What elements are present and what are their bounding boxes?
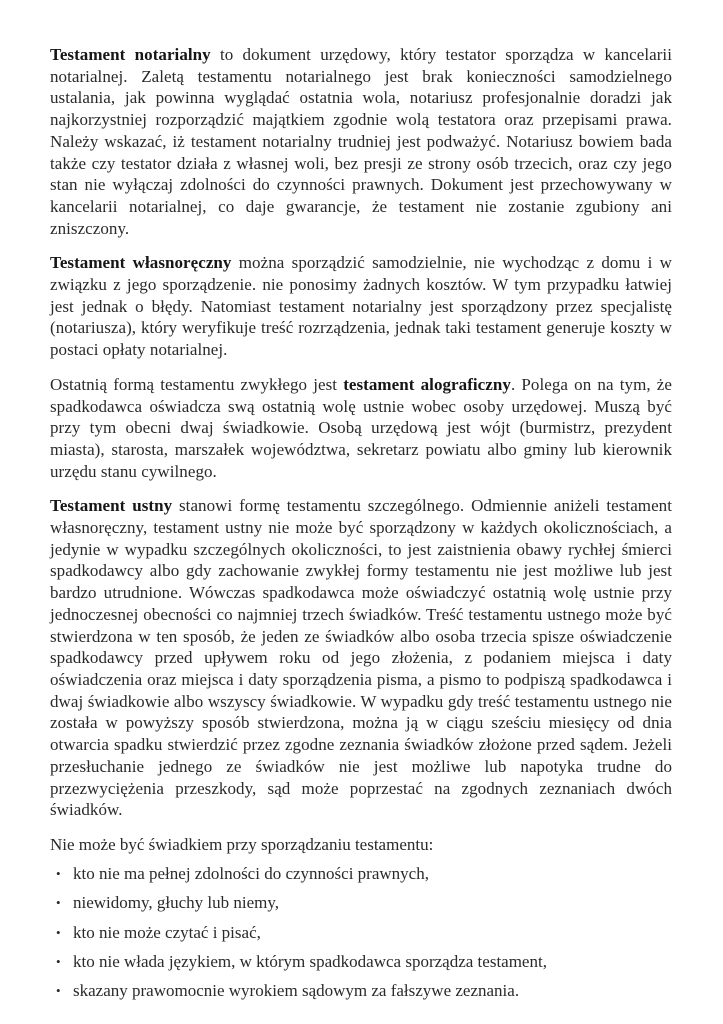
bullet-icon: • xyxy=(56,982,61,998)
list-item-text: kto nie ma pełnej zdolności do czynności prawnych, xyxy=(73,864,429,884)
list-item xyxy=(50,951,672,973)
paragraph-lead-bold: testament alograficzny xyxy=(343,374,511,394)
witness-exclusion-list xyxy=(50,863,672,1002)
paragraph-lead-bold: Testament notarialny xyxy=(50,45,211,64)
paragraph-testament-notarialny xyxy=(50,44,672,239)
list-intro: Nie może być świadkiem przy sporządzaniu testamentu: xyxy=(50,834,434,854)
paragraph-lead-bold: Testament ustny xyxy=(50,496,173,516)
list-item-text: kto nie włada językiem, w którym spadkodawca sporządza testament, xyxy=(73,951,547,971)
bullet-icon: • xyxy=(56,866,61,882)
list-item-text: skazany prawomocnie wyrokiem sądowym za fałszywe zeznania. xyxy=(73,980,520,1000)
paragraph-testament-ustny xyxy=(50,495,672,821)
paragraph-body-text: . Polega on na tym, że spadkodawca oświadcza swą ostatnią wolę ustnie wobec osoby urzędowej. Muszą być przy tym obecni dwaj świadkowie. Osobą urzędową jest wójt (burmistrz, prezydent miasta), starosta, marszałek województwa, sekretarz powiatu albo gminy lub kierownik urzędu stanu cywilnego. xyxy=(50,374,672,481)
list-item xyxy=(50,892,672,914)
paragraph-body-text: stanowi formę testamentu szczególnego. Odmiennie aniżeli testament własnoręczny, testament ustny nie może być sporządzony w każdych okolicznościach, a jedynie w wypadku szczególnych okoliczności, to jest zaistnienia obawy rychłej śmierci spadkodawcy albo gdy zachowanie zwykłej formy testamentu nie jest możliwe lub jest bardzo utrudnione. Wówczas spadkodawca może oświadczyć ostatnią wolę ustnie przy jednoczesnej obecności co najmniej trzech świadków. Treść testamentu ustnego może być stwierdzona w ten sposób, że jeden ze świadków albo osoba trzecia spisze oświadczenie spadkodawcy przed upływem roku od jego złożenia, z podaniem miejsca i daty oświadczenia oraz miejsca i daty sporządzenia pisma, a pismo to podpiszą spadkodawca i dwaj świadkowie albo wszyscy świadkowie. W wypadku gdy treść testamentu ustnego nie została w powyższy sposób stwierdzona, można ją w ciągu sześciu miesięcy od dnia otwarcia spadku stwierdzić przez zgodne zeznania świadków złożone przed sądem. Jeżeli przesłuchanie jednego ze świadków nie jest możliwe lub napotyka trudne do przezwyciężenia przeszkody, sąd może poprzestać na zgodnych zeznaniach dwóch świadków. xyxy=(50,496,672,820)
list-item-text: niewidomy, głuchy lub niemy, xyxy=(73,893,280,913)
paragraph-body-text: to dokument urzędowy, który testator sporządza w kancelarii notarialnej. Zaletą testamentu notarialnego jest brak konieczności samodzielnego ustalania, jak powinna wyglądać ostatnia wola, notariusz profesjonalnie doradzi jak najkorzystniej rozporządzić majątkiem zgodnie wolą testatora oraz przepisami prawa. Należy wskazać, iż testament notarialny trudniej jest podważyć. Notariusz bowiem bada także czy testator działa z własnej woli, bez presji ze strony osób trzecich, oraz czy jego stan nie wyłączaj zdolności do czynności prawnych. Dokument jest przechowywany w kancelarii notarialnej, co daje gwarancje, że testament nie zostanie zgubiony ani zniszczony. xyxy=(50,45,672,238)
bullet-icon: • xyxy=(56,895,61,911)
bullet-icon: • xyxy=(56,953,61,969)
paragraph-testament-wlasnoreczny xyxy=(50,252,672,361)
list-item xyxy=(50,980,672,1002)
list-item-text: kto nie może czytać i pisać, xyxy=(73,922,261,942)
paragraph-lead-bold: Testament własnoręczny xyxy=(50,253,232,273)
list-item xyxy=(50,863,672,885)
list-item xyxy=(50,922,672,944)
paragraph-body-text: Ostatnią formą testamentu zwykłego jest xyxy=(50,374,344,394)
paragraph-body-text: można sporządzić samodzielnie, nie wychodząc z domu i w związku z jego sporządzenie. nie ponosimy żadnych kosztów. W tym przypadku łatwiej jest jednak o błędy. Natomiast testament notarialny jest sporządzony przez specjalistę (notariusza), który weryfikuje treść rozrządzenia, jednak taki testament generuje koszty w postaci opłaty notarialnej. xyxy=(50,253,672,360)
paragraph-testament-alograficzny xyxy=(50,374,672,483)
bullet-icon: • xyxy=(56,924,61,940)
